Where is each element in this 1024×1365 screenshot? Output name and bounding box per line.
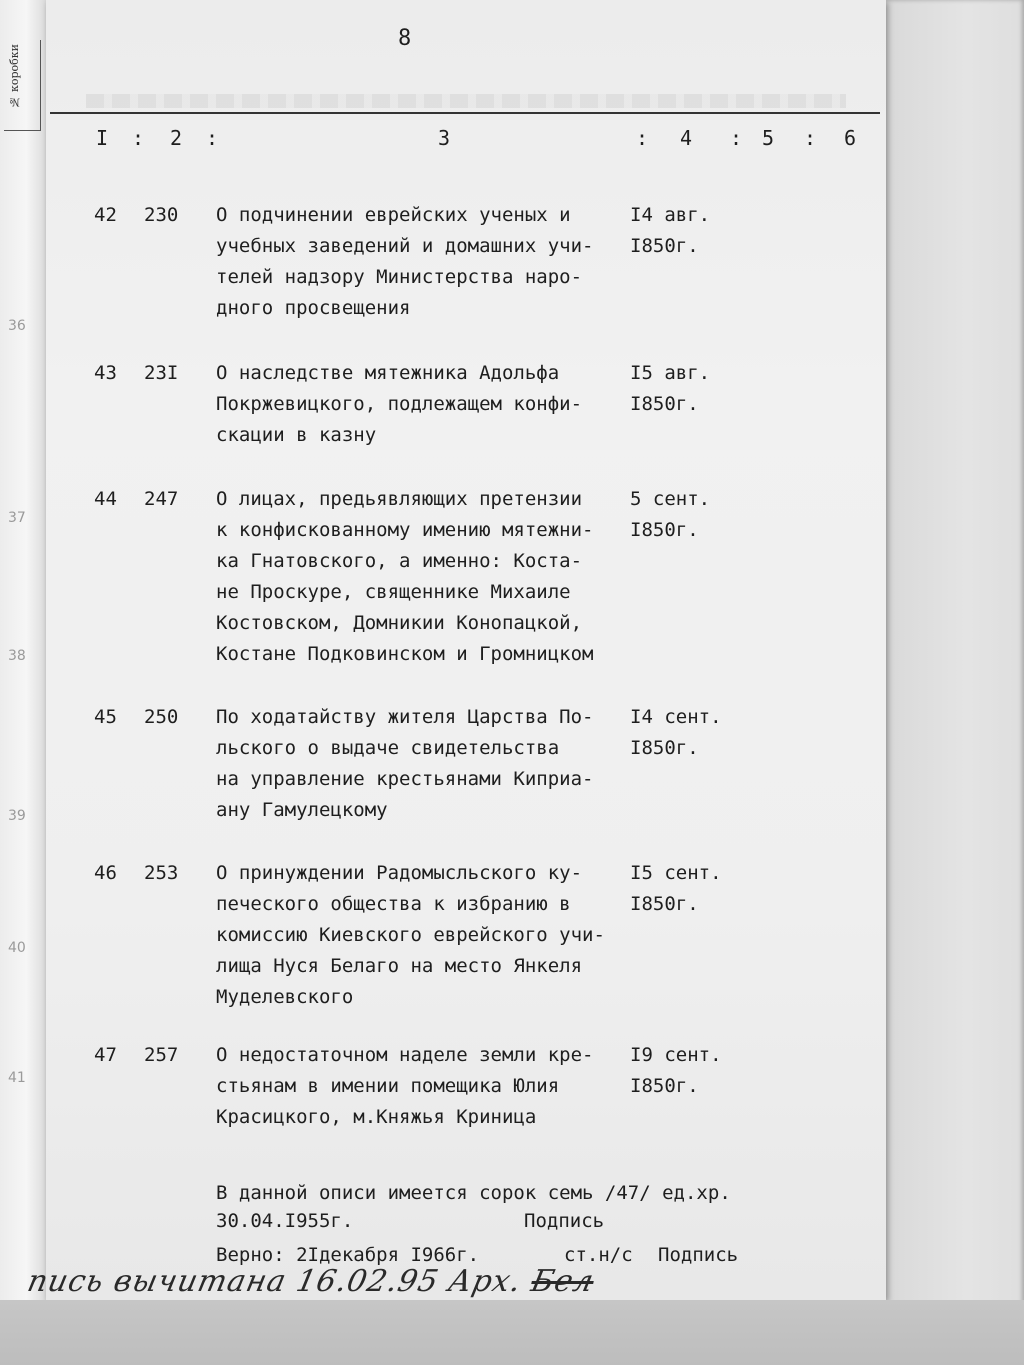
entry-number: 45 — [94, 706, 117, 728]
entry-number: 47 — [94, 1044, 117, 1066]
column-separator: : — [730, 126, 745, 150]
case-number: 23I — [144, 362, 179, 384]
case-number: 250 — [144, 706, 179, 728]
footer-position: ст.н/с — [564, 1244, 633, 1266]
entry-title-line: По ходатайству жителя Царства По- — [216, 706, 594, 728]
entry-title-line: дного просвещения — [216, 297, 411, 319]
margin-number: 40 — [8, 940, 26, 956]
entry-date-line: I850г. — [630, 1075, 699, 1097]
entry-title-line: льского о выдаче свидетельства — [216, 737, 560, 759]
column-separator: : — [206, 126, 221, 150]
entry-title-line: О подчинении еврейских ученых и — [216, 204, 571, 226]
entry-title-line: ану Гамулецкому — [216, 799, 388, 821]
entry-date-line: I850г. — [630, 393, 699, 415]
entry-title-line: телей надзору Министерства наро- — [216, 266, 583, 288]
handwritten-note-text: пись вычитана 16.02.95 Арх. — [24, 1264, 525, 1299]
entry-date-line: I4 сент. — [630, 706, 722, 728]
entry-number: 42 — [94, 204, 117, 226]
entry-date-line: I9 сент. — [630, 1044, 722, 1066]
margin-number: 39 — [8, 808, 26, 824]
document-sheet — [46, 0, 886, 1300]
handwritten-note — [24, 1264, 597, 1299]
entry-title-line: к конфискованному имению мятежни- — [216, 519, 594, 541]
entry-date-line: I5 сент. — [630, 862, 722, 884]
margin-number: 37 — [8, 510, 26, 526]
entry-title-line: учебных заведений и домашних учи- — [216, 235, 594, 257]
footer-signature-label: Подпись — [524, 1210, 605, 1232]
entry-title-line: О лицах, предьявляющих претензии — [216, 488, 583, 510]
header-rule — [50, 112, 880, 114]
entry-date-line: I5 авг. — [630, 362, 711, 384]
entry-title-line: О недостаточном наделе земли кре- — [216, 1044, 594, 1066]
case-number: 247 — [144, 488, 179, 510]
column-header-6: 6 — [844, 126, 859, 150]
entry-date-line: 5 сент. — [630, 488, 711, 510]
margin-number: 36 — [8, 318, 26, 334]
case-number: 257 — [144, 1044, 179, 1066]
footer-signature-label-2: Подпись — [658, 1244, 739, 1266]
margin-number: 41 — [8, 1070, 26, 1086]
entry-number: 43 — [94, 362, 117, 384]
column-separator: : — [636, 126, 651, 150]
entry-title-line: не Проскуре, священнике Михаиле — [216, 581, 571, 603]
folder-bottom — [0, 1300, 1024, 1365]
entry-title-line: лища Нуся Белаго на место Янкеля — [216, 955, 583, 977]
column-header-4: 4 — [680, 126, 695, 150]
box-number-label — [4, 40, 41, 131]
column-header-2: 2 — [170, 126, 185, 150]
case-number: 230 — [144, 204, 179, 226]
column-header-3: 3 — [438, 126, 453, 150]
entry-date-line: I850г. — [630, 235, 699, 257]
entry-title-line: комиссию Киевского еврейского учи- — [216, 924, 605, 946]
column-separator: : — [804, 126, 819, 150]
case-number: 253 — [144, 862, 179, 884]
entry-title-line: стьянам в имении помещика Юлия — [216, 1075, 560, 1097]
footer-date: 30.04.I955г. — [216, 1210, 354, 1232]
entry-title-line: печеского общества к избранию в — [216, 893, 571, 915]
footer-verified: Верно: 2Iдекабря I966г. — [216, 1244, 480, 1266]
page-number: 8 — [398, 26, 412, 51]
footer-summary: В данной описи имеется сорок семь /47/ ед.хр. — [216, 1182, 731, 1204]
bleed-through-text — [86, 94, 846, 108]
entry-date-line: I850г. — [630, 519, 699, 541]
entry-title-line: Муделевского — [216, 986, 354, 1008]
binder-strip — [0, 0, 50, 1365]
entry-title-line: О наследстве мятежника Адольфа — [216, 362, 560, 384]
entry-title-line: Костане Подковинском и Громницком — [216, 643, 594, 665]
entry-date-line: I4 авг. — [630, 204, 711, 226]
margin-number: 38 — [8, 648, 26, 664]
entry-date-line: I850г. — [630, 737, 699, 759]
entry-title-line: Красицкого, м.Княжья Криница — [216, 1106, 537, 1128]
entry-title-line: скации в казну — [216, 424, 377, 446]
box-number-label-text: № коробки — [8, 44, 21, 109]
entry-title-line: О принуждении Радомысльского ку- — [216, 862, 583, 884]
column-header-5: 5 — [762, 126, 777, 150]
entry-title-line: Покржевицкого, подлежащем конфи- — [216, 393, 583, 415]
entry-number: 46 — [94, 862, 117, 884]
handwritten-signature: Бел — [528, 1264, 598, 1299]
column-separator: : — [132, 126, 147, 150]
entry-title-line: на управление крестьянами Киприа- — [216, 768, 594, 790]
entry-title-line: Костовском, Домникии Конопацкой, — [216, 612, 583, 634]
column-header-1: I — [96, 126, 111, 150]
entry-title-line: ка Гнатовского, а именно: Коста- — [216, 550, 583, 572]
entry-number: 44 — [94, 488, 117, 510]
entry-date-line: I850г. — [630, 893, 699, 915]
underlying-page — [880, 0, 1024, 1365]
